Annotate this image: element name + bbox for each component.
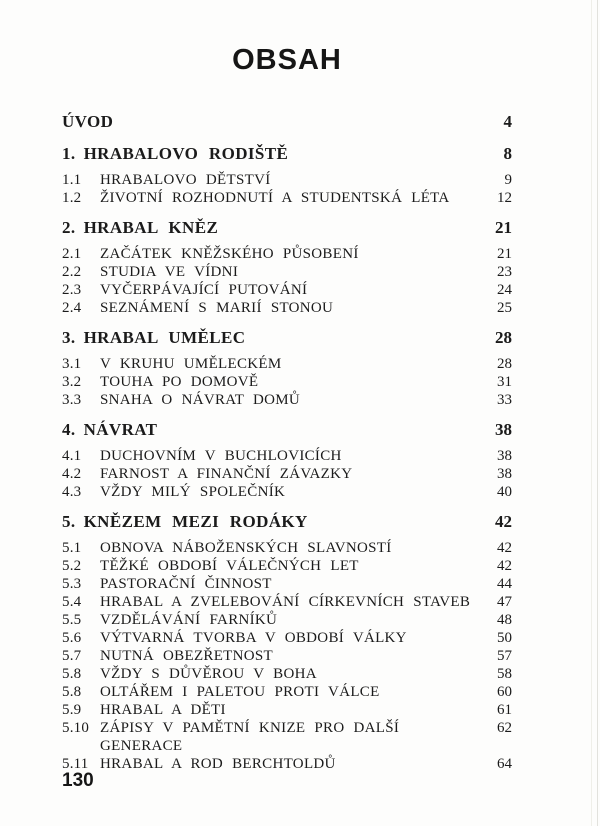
entry-page: 42 <box>497 540 512 556</box>
toc-entry <box>62 483 512 501</box>
entry-number: 3. <box>62 328 76 347</box>
entry-title: SNAHA O NÁVRAT DOMŮ <box>100 392 301 408</box>
toc-entry <box>62 281 512 299</box>
entry-page: 47 <box>497 594 512 610</box>
entry-page: 38 <box>495 420 512 439</box>
entry-page: 28 <box>497 356 512 372</box>
entry-page: 61 <box>497 702 512 718</box>
entry-title: VŽDY S DŮVĚROU V BOHA <box>100 666 317 682</box>
page-content <box>62 44 512 773</box>
toc-entry <box>62 701 512 719</box>
entry-number: 5.4 <box>62 594 82 610</box>
entry-title: HRABAL A ZVELEBOVÁNÍ CÍRKEVNÍCH STAVEB <box>100 594 471 610</box>
entry-number: 1.1 <box>62 172 82 188</box>
scan-edge-shadow <box>597 0 598 826</box>
toc-entry <box>62 719 512 755</box>
toc-entry <box>62 419 512 441</box>
entry-title: STUDIA VE VÍDNI <box>100 264 239 280</box>
entry-title: VÝTVARNÁ TVORBA V OBDOBÍ VÁLKY <box>100 630 407 646</box>
toc-entry <box>62 665 512 683</box>
entry-title: ŽIVOTNÍ ROZHODNUTÍ A STUDENTSKÁ LÉTA <box>100 190 450 206</box>
entry-number: 5.1 <box>62 540 82 556</box>
entry-title: OBNOVA NÁBOŽENSKÝCH SLAVNOSTÍ <box>100 540 392 556</box>
entry-page: 40 <box>497 484 512 500</box>
entry-page: 44 <box>497 576 512 592</box>
entry-page: 23 <box>497 264 512 280</box>
toc-entry <box>62 647 512 665</box>
entry-page: 28 <box>495 328 512 347</box>
toc-entry <box>62 465 512 483</box>
entry-page: 8 <box>503 144 512 163</box>
entry-number: 5.8 <box>62 684 82 700</box>
toc-entry <box>62 755 512 773</box>
entry-title: ZÁPISY V PAMĚTNÍ KNIZE PRO DALŠÍ GENERACE <box>100 720 400 754</box>
entry-title: FARNOST A FINANČNÍ ZÁVAZKY <box>100 466 353 482</box>
entry-page: 38 <box>497 448 512 464</box>
toc-entry <box>62 447 512 465</box>
toc-entry <box>62 575 512 593</box>
entry-number: 5.3 <box>62 576 82 592</box>
toc-entry <box>62 373 512 391</box>
toc-entry <box>62 593 512 611</box>
entry-title: NUTNÁ OBEZŘETNOST <box>100 648 274 664</box>
entry-number: 5.6 <box>62 630 82 646</box>
toc-entry <box>62 391 512 409</box>
entry-title: VZDĚLÁVÁNÍ FARNÍKŮ <box>100 612 278 628</box>
entry-page: 33 <box>497 392 512 408</box>
entry-title: ZAČÁTEK KNĚŽSKÉHO PŮSOBENÍ <box>100 246 359 262</box>
toc-entry <box>62 171 512 189</box>
entry-number: 5.10 <box>62 720 90 736</box>
entry-number: 2.3 <box>62 282 82 298</box>
entry-number: 2.4 <box>62 300 82 316</box>
entry-number: 4. <box>62 420 76 439</box>
entry-title: DUCHOVNÍM V BUCHLOVICÍCH <box>100 448 342 464</box>
toc-entry <box>62 355 512 373</box>
entry-number: 3.2 <box>62 374 82 390</box>
entry-title: HRABAL UMĚLEC <box>83 328 246 347</box>
entry-page: 24 <box>497 282 512 298</box>
scan-edge-shadow-2 <box>591 0 592 826</box>
entry-number: 1. <box>62 144 76 163</box>
entry-title: VŽDY MILÝ SPOLEČNÍK <box>100 484 286 500</box>
entry-page: 58 <box>497 666 512 682</box>
entry-title: HRABAL A ROD BERCHTOLDŮ <box>100 756 336 772</box>
toc-entry <box>62 217 512 239</box>
entry-number: 5.8 <box>62 666 82 682</box>
entry-page: 50 <box>497 630 512 646</box>
entry-title: TOUHA PO DOMOVĚ <box>100 374 259 390</box>
entry-page: 25 <box>497 300 512 316</box>
toc-entry <box>62 683 512 701</box>
toc-entry <box>62 327 512 349</box>
entry-page: 4 <box>503 112 512 131</box>
toc-list <box>62 111 512 773</box>
entry-number: 5.11 <box>62 756 89 772</box>
entry-title: ÚVOD <box>62 112 114 131</box>
entry-title: SEZNÁMENÍ S MARIÍ STONOU <box>100 300 334 316</box>
entry-page: 9 <box>504 172 512 188</box>
entry-title: PASTORAČNÍ ČINNOST <box>100 576 272 592</box>
toc-entry <box>62 539 512 557</box>
entry-page: 48 <box>497 612 512 628</box>
entry-number: 5. <box>62 512 76 531</box>
entry-page: 31 <box>497 374 512 390</box>
entry-page: 57 <box>497 648 512 664</box>
page-title: OBSAH <box>232 44 342 76</box>
entry-title: HRABALOVO DĚTSTVÍ <box>100 172 271 188</box>
toc-entry <box>62 299 512 317</box>
toc-entry <box>62 263 512 281</box>
entry-number: 4.2 <box>62 466 82 482</box>
toc-entry <box>62 629 512 647</box>
entry-title: VYČERPÁVAJÍCÍ PUTOVÁNÍ <box>100 282 308 298</box>
toc-entry <box>62 111 512 133</box>
entry-number: 3.3 <box>62 392 82 408</box>
entry-number: 4.3 <box>62 484 82 500</box>
entry-title: HRABAL KNĚZ <box>83 218 219 237</box>
entry-page: 38 <box>497 466 512 482</box>
entry-page: 21 <box>497 246 512 262</box>
entry-page: 12 <box>497 190 512 206</box>
entry-title: HRABAL A DĚTI <box>100 702 226 718</box>
entry-title: TĚŽKÉ OBDOBÍ VÁLEČNÝCH LET <box>100 558 359 574</box>
entry-number: 5.5 <box>62 612 82 628</box>
footer-page-number: 130 <box>62 770 94 791</box>
entry-title: KNĚZEM MEZI RODÁKY <box>83 512 308 531</box>
toc-entry <box>62 557 512 575</box>
entry-number: 5.7 <box>62 648 82 664</box>
entry-page: 42 <box>495 512 512 531</box>
entry-page: 60 <box>497 684 512 700</box>
entry-page: 42 <box>497 558 512 574</box>
toc-entry <box>62 245 512 263</box>
entry-page: 64 <box>497 756 512 772</box>
entry-page: 62 <box>497 720 512 736</box>
entry-page: 21 <box>495 218 512 237</box>
entry-number: 2.2 <box>62 264 82 280</box>
toc-entry <box>62 611 512 629</box>
entry-number: 5.2 <box>62 558 82 574</box>
entry-number: 5.9 <box>62 702 82 718</box>
entry-number: 4.1 <box>62 448 82 464</box>
toc-entry <box>62 143 512 165</box>
toc-entry <box>62 189 512 207</box>
entry-title: NÁVRAT <box>83 420 158 439</box>
entry-title: OLTÁŘEM I PALETOU PROTI VÁLCE <box>100 684 380 700</box>
entry-number: 3.1 <box>62 356 82 372</box>
entry-number: 2.1 <box>62 246 82 262</box>
entry-number: 2. <box>62 218 76 237</box>
toc-entry <box>62 511 512 533</box>
entry-number: 1.2 <box>62 190 82 206</box>
entry-title: V KRUHU UMĚLECKÉM <box>100 356 282 372</box>
entry-title: HRABALOVO RODIŠTĚ <box>83 144 289 163</box>
